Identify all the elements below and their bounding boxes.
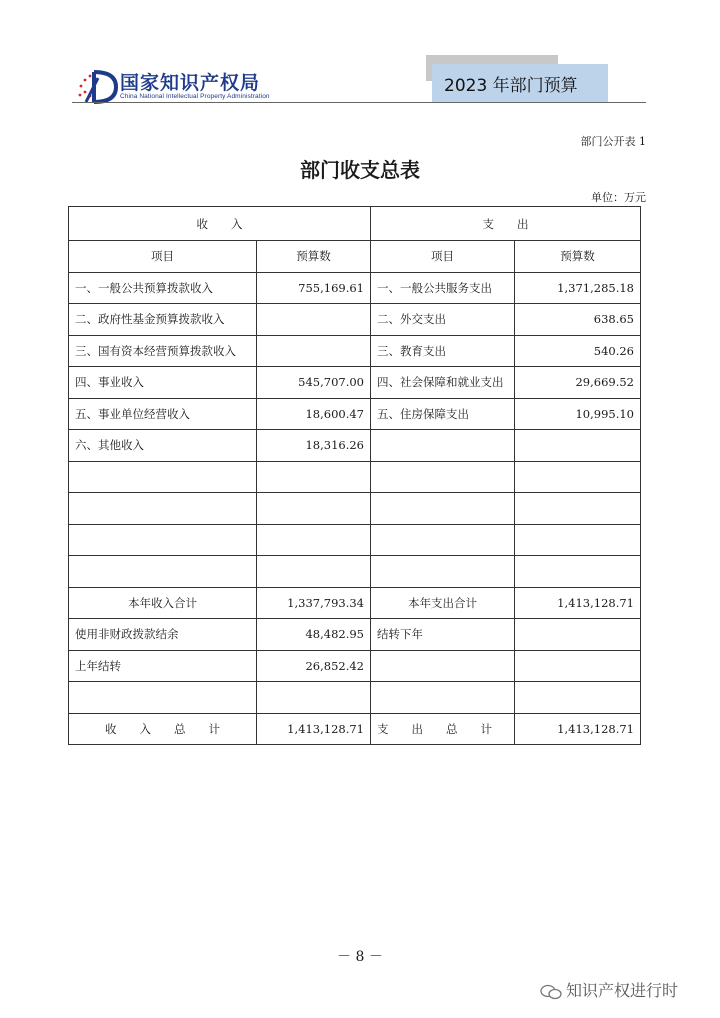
income-item	[69, 524, 257, 556]
expense-budget: 540.26	[515, 335, 641, 367]
wechat-icon	[540, 984, 562, 1000]
table-row	[69, 619, 641, 651]
income-budget	[257, 682, 371, 714]
income-item	[69, 556, 257, 588]
total-expense-value: 1,413,128.71	[515, 713, 641, 745]
income-budget: 755,169.61	[257, 272, 371, 304]
table-row	[69, 461, 641, 493]
total-expense-label: 支 出 总 计	[371, 713, 515, 745]
grand-total-row	[69, 713, 641, 745]
year-expense-label: 本年支出合计	[371, 587, 515, 619]
expense-budget: 10,995.10	[515, 398, 641, 430]
income-item: 五、事业单位经营收入	[69, 398, 257, 430]
expense-budget	[515, 461, 641, 493]
income-item: 使用非财政拨款结余	[69, 619, 257, 651]
header-divider	[72, 102, 646, 103]
expense-item: 五、住房保障支出	[371, 398, 515, 430]
income-budget	[257, 556, 371, 588]
expense-budget	[515, 682, 641, 714]
table-row	[69, 272, 641, 304]
income-item	[69, 493, 257, 525]
expense-item: 四、社会保障和就业支出	[371, 367, 515, 399]
org-name-cn: 国家知识产权局	[120, 72, 261, 94]
table-row	[69, 650, 641, 682]
table-row	[69, 335, 641, 367]
year-expense-value: 1,413,128.71	[515, 587, 641, 619]
expense-item	[371, 461, 515, 493]
year-income-value: 1,337,793.34	[257, 587, 371, 619]
col-item-income: 项目	[69, 241, 257, 273]
income-budget: 18,600.47	[257, 398, 371, 430]
income-budget	[257, 335, 371, 367]
table-row	[69, 304, 641, 336]
income-budget	[257, 524, 371, 556]
org-name-en: China National Intellectual Property Administration	[120, 93, 270, 100]
expense-item	[371, 650, 515, 682]
expense-budget	[515, 650, 641, 682]
expense-budget	[515, 430, 641, 462]
table-row	[69, 493, 641, 525]
expense-budget	[515, 524, 641, 556]
income-budget: 545,707.00	[257, 367, 371, 399]
table-row	[69, 524, 641, 556]
expense-budget	[515, 493, 641, 525]
income-budget: 26,852.42	[257, 650, 371, 682]
cnipa-logo-icon	[76, 68, 118, 104]
expense-item	[371, 682, 515, 714]
col-budget-expense: 预算数	[515, 241, 641, 273]
year-total-row	[69, 587, 641, 619]
table-row	[69, 430, 641, 462]
page-title: 部门收支总表	[300, 158, 420, 182]
expense-item	[371, 430, 515, 462]
page-header	[0, 0, 720, 110]
expense-item	[371, 493, 515, 525]
expense-budget: 29,669.52	[515, 367, 641, 399]
watermark-text: 知识产权进行时	[566, 981, 679, 1000]
income-budget	[257, 461, 371, 493]
table-row	[69, 398, 641, 430]
income-item	[69, 461, 257, 493]
budget-year-label: 2023 年部门预算	[444, 76, 578, 96]
expense-item	[371, 556, 515, 588]
income-item: 上年结转	[69, 650, 257, 682]
income-budget: 48,482.95	[257, 619, 371, 651]
income-item: 二、政府性基金预算拨款收入	[69, 304, 257, 336]
income-budget: 18,316.26	[257, 430, 371, 462]
form-number: 部门公开表 1	[580, 135, 646, 148]
budget-table	[68, 206, 641, 745]
col-budget-income: 预算数	[257, 241, 371, 273]
table-row	[69, 367, 641, 399]
unit-label: 单位：万元	[591, 191, 646, 204]
income-item: 一、一般公共预算拨款收入	[69, 272, 257, 304]
column-header-row	[69, 241, 641, 273]
income-item	[69, 682, 257, 714]
col-item-expense: 项目	[371, 241, 515, 273]
expense-budget: 1,371,285.18	[515, 272, 641, 304]
income-budget	[257, 304, 371, 336]
table-row	[69, 556, 641, 588]
total-income-label: 收 入 总 计	[69, 713, 257, 745]
expense-budget	[515, 619, 641, 651]
year-income-label: 本年收入合计	[69, 587, 257, 619]
expense-item: 二、外交支出	[371, 304, 515, 336]
section-header-row	[69, 207, 641, 241]
income-budget	[257, 493, 371, 525]
expense-item: 一、一般公共服务支出	[371, 272, 515, 304]
page-number: － 8 －	[337, 949, 383, 965]
expense-budget: 638.65	[515, 304, 641, 336]
income-item: 四、事业收入	[69, 367, 257, 399]
expense-item: 结转下年	[371, 619, 515, 651]
expense-budget	[515, 556, 641, 588]
total-income-value: 1,413,128.71	[257, 713, 371, 745]
expense-item	[371, 524, 515, 556]
expense-item: 三、教育支出	[371, 335, 515, 367]
income-item: 六、其他收入	[69, 430, 257, 462]
income-header: 收 入	[69, 207, 371, 241]
income-item: 三、国有资本经营预算拨款收入	[69, 335, 257, 367]
table-row	[69, 682, 641, 714]
watermark	[540, 978, 678, 1001]
expense-header: 支 出	[371, 207, 641, 241]
